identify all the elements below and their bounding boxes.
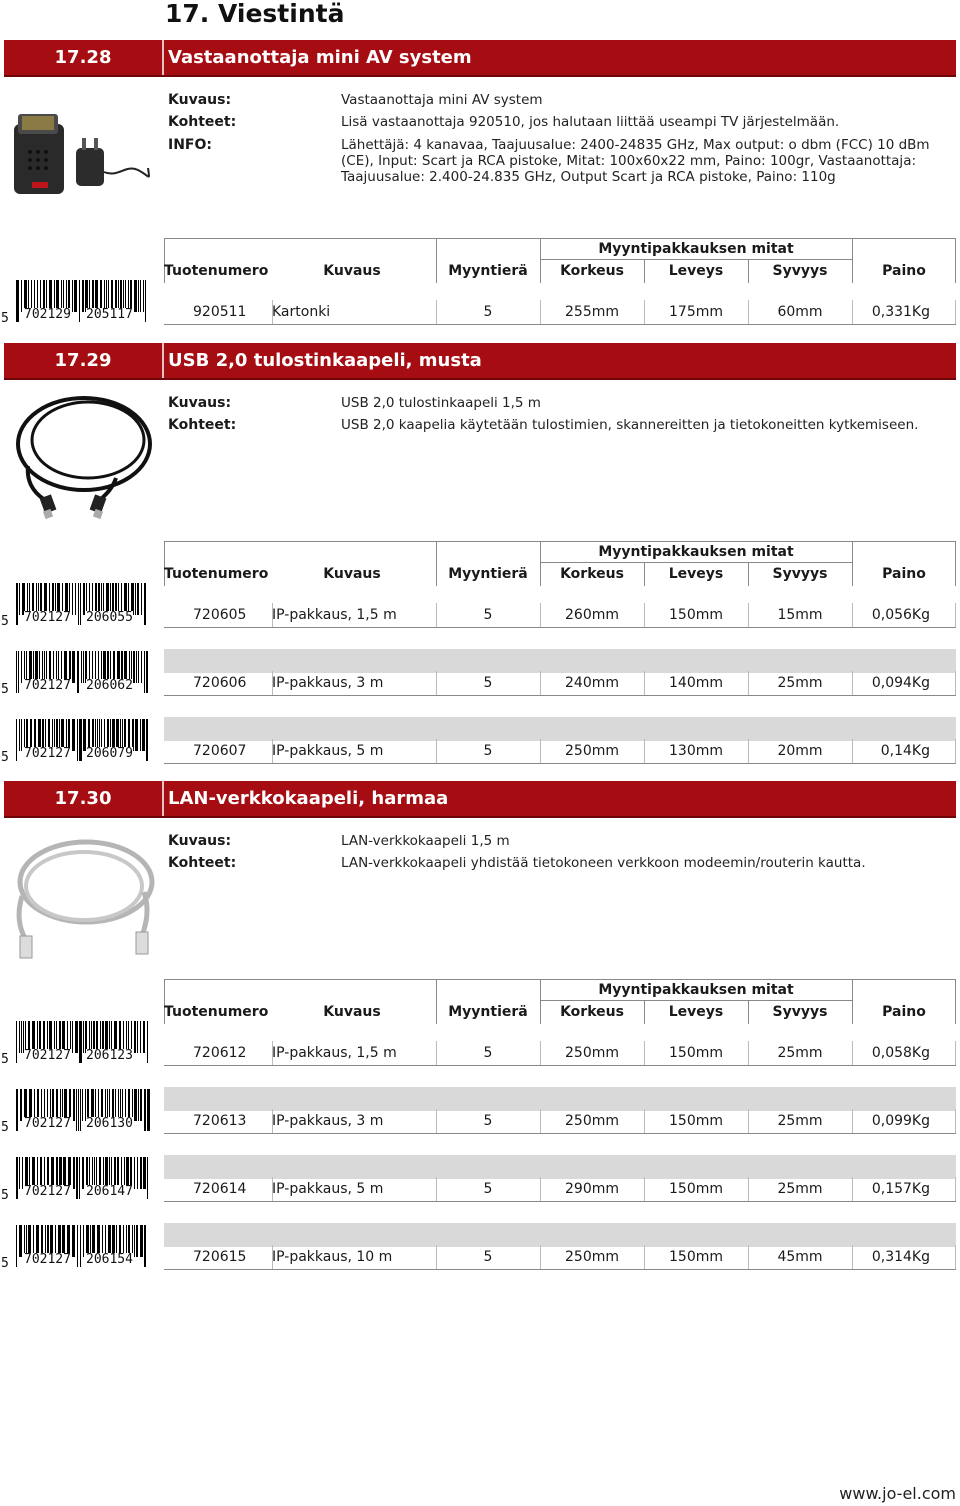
- barcode-digits: 5: [1, 1256, 9, 1271]
- lan-cable-image: [6, 826, 158, 966]
- cell-paino: 0,056Kg: [871, 607, 930, 623]
- kuvaus-label: Kuvaus:: [168, 395, 232, 411]
- barcode-bar: [16, 1157, 18, 1199]
- barcode-bar: [16, 1089, 18, 1131]
- barcode-bar: [137, 1021, 138, 1053]
- barcode-digits: 702127: [24, 1116, 71, 1131]
- barcode-bar: [75, 583, 76, 615]
- cell-tuotenumero: 720606: [193, 675, 247, 691]
- col-tuotenumero: Tuotenumero: [164, 566, 269, 582]
- row-shade: [164, 649, 956, 673]
- barcode: [0, 1019, 150, 1065]
- barcode-bar: [82, 1089, 83, 1121]
- barcode-bar: [83, 651, 84, 683]
- barcode-bar: [145, 280, 146, 322]
- barcode-bar: [77, 651, 79, 693]
- kohteet-text: USB 2,0 kaapelia käytetään tulostimien, skannereitten ja tietokoneitten kytkemiseen.: [341, 417, 919, 433]
- barcode-bar: [82, 1157, 84, 1189]
- barcode-bar: [135, 719, 138, 751]
- group-header: Myyntipakkauksen mitat: [598, 544, 794, 560]
- section-header: [4, 40, 956, 77]
- table-header: [164, 979, 956, 1023]
- barcode-bar: [140, 1021, 141, 1053]
- barcode-bar: [140, 719, 141, 751]
- barcode-bar: [19, 1225, 22, 1257]
- barcode-digits: 5: [1, 1120, 9, 1135]
- barcode-bar: [140, 1157, 142, 1189]
- cell-syvyys: 45mm: [777, 1249, 823, 1265]
- barcode-digits: 206123: [86, 1048, 133, 1063]
- cell-korkeus: 250mm: [565, 1249, 619, 1265]
- barcode-bar: [134, 280, 137, 312]
- barcode-bar: [83, 583, 85, 615]
- barcode-bar: [143, 280, 144, 312]
- kuvaus-text: USB 2,0 tulostinkaapeli 1,5 m: [341, 395, 541, 411]
- barcode-bar: [16, 280, 19, 322]
- barcode-bar: [134, 1089, 137, 1121]
- barcode-bar: [138, 651, 139, 683]
- section-number: 17.29: [4, 343, 164, 378]
- page-title: 17. Viestintä: [165, 0, 345, 28]
- kohteet-label: Kohteet:: [168, 114, 237, 130]
- cell-syvyys: 25mm: [777, 1181, 823, 1197]
- section-title: Vastaanottaja mini AV system: [168, 47, 472, 68]
- barcode-bar: [22, 1157, 23, 1189]
- barcode-bar: [73, 1157, 75, 1189]
- av-receiver-image: [8, 108, 158, 200]
- barcode-bar: [77, 719, 78, 761]
- cell-paino: 0,157Kg: [871, 1181, 930, 1197]
- barcode: [0, 1155, 150, 1201]
- cell-korkeus: 240mm: [565, 675, 619, 691]
- barcode-digits: 5: [1, 311, 9, 326]
- col-korkeus: Korkeus: [560, 263, 624, 279]
- barcode-bar: [143, 1157, 146, 1189]
- barcode-bar: [75, 1021, 78, 1053]
- barcode: [0, 278, 150, 324]
- col-kuvaus: Kuvaus: [323, 263, 381, 279]
- barcode-bar: [16, 719, 17, 761]
- cell-paino: 0,094Kg: [871, 675, 930, 691]
- section-header: [4, 781, 956, 818]
- col-leveys: Leveys: [668, 263, 724, 279]
- barcode: [0, 581, 150, 627]
- cell-kuvaus: IP-pakkaus, 5 m: [272, 743, 384, 759]
- col-leveys: Leveys: [668, 1004, 724, 1020]
- col-syvyys: Syvyys: [772, 1004, 828, 1020]
- barcode-bar: [138, 280, 139, 312]
- cell-tuotenumero: 720607: [193, 743, 247, 759]
- barcode-bar: [79, 719, 82, 761]
- cell-paino: 0,314Kg: [871, 1249, 930, 1265]
- barcode-bar: [147, 1021, 148, 1063]
- barcode-bar: [79, 280, 80, 322]
- cell-kuvaus: IP-pakkaus, 5 m: [272, 1181, 384, 1197]
- barcode-bar: [135, 583, 136, 615]
- barcode-digits: 206055: [86, 610, 133, 625]
- barcode-bar: [80, 1089, 81, 1131]
- barcode-digits: 205117: [86, 307, 133, 322]
- barcode-digits: 702127: [24, 1252, 71, 1267]
- cell-korkeus: 250mm: [565, 1113, 619, 1129]
- kuvaus-label: Kuvaus:: [168, 833, 232, 849]
- barcode-bar: [82, 280, 84, 312]
- cell-tuotenumero: 720612: [193, 1045, 247, 1061]
- cell-myyntiera: 5: [483, 607, 493, 623]
- barcode-bar: [78, 1089, 79, 1131]
- barcode-digits: 702127: [24, 678, 71, 693]
- barcode-bar: [81, 651, 82, 683]
- col-tuotenumero: Tuotenumero: [164, 263, 269, 279]
- section-number: 17.30: [4, 781, 164, 816]
- barcode: [0, 649, 150, 695]
- barcode-digits: 702129: [24, 307, 71, 322]
- cell-kuvaus: Kartonki: [272, 304, 331, 320]
- barcode-bar: [16, 1021, 17, 1063]
- usb-cable-image: [8, 386, 158, 526]
- barcode-bar: [79, 1157, 80, 1199]
- group-header: Myyntipakkauksen mitat: [598, 241, 794, 257]
- col-syvyys: Syvyys: [772, 263, 828, 279]
- barcode: [0, 1087, 150, 1133]
- cell-leveys: 150mm: [669, 1113, 723, 1129]
- barcode-bar: [144, 583, 146, 625]
- barcode-bar: [72, 280, 73, 312]
- section-title: USB 2,0 tulostinkaapeli, musta: [168, 350, 482, 371]
- cell-leveys: 130mm: [669, 743, 723, 759]
- barcode-bar: [134, 1225, 135, 1257]
- table-row: [0, 651, 960, 697]
- col-paino: Paino: [882, 1004, 926, 1020]
- section-header: [4, 343, 956, 380]
- col-tuotenumero: Tuotenumero: [164, 1004, 269, 1020]
- barcode: [0, 1223, 150, 1269]
- barcode-bar: [19, 583, 20, 615]
- group-header: Myyntipakkauksen mitat: [598, 982, 794, 998]
- barcode-bar: [72, 651, 75, 683]
- barcode-bar: [19, 1157, 20, 1189]
- barcode-digits: 206154: [86, 1252, 133, 1267]
- barcode-digits: 702127: [24, 610, 71, 625]
- cell-korkeus: 250mm: [565, 743, 619, 759]
- row-shade: [164, 1155, 956, 1179]
- barcode-bar: [144, 1089, 146, 1131]
- table-header: [164, 238, 956, 282]
- barcode-bar: [137, 583, 139, 615]
- barcode-bar: [140, 280, 141, 312]
- barcode-bar: [19, 719, 20, 751]
- barcode-bar: [143, 1021, 145, 1053]
- col-syvyys: Syvyys: [772, 566, 828, 582]
- barcode-bar: [76, 1089, 77, 1131]
- cell-tuotenumero: 720614: [193, 1181, 247, 1197]
- cell-myyntiera: 5: [483, 743, 493, 759]
- cell-tuotenumero: 720613: [193, 1113, 247, 1129]
- barcode: [0, 717, 150, 763]
- cell-syvyys: 25mm: [777, 1113, 823, 1129]
- barcode-bar: [76, 1157, 78, 1199]
- col-korkeus: Korkeus: [560, 1004, 624, 1020]
- cell-leveys: 150mm: [669, 1045, 723, 1061]
- barcode-bar: [146, 651, 148, 693]
- col-leveys: Leveys: [668, 566, 724, 582]
- barcode-digits: 5: [1, 750, 9, 765]
- cell-syvyys: 60mm: [777, 304, 823, 320]
- barcode-bar: [134, 1157, 135, 1189]
- col-paino: Paino: [882, 566, 926, 582]
- cell-myyntiera: 5: [483, 1045, 493, 1061]
- barcode-bar: [142, 719, 145, 751]
- table-row: [0, 280, 960, 326]
- barcode-bar: [72, 1225, 75, 1257]
- col-myyntiera: Myyntierä: [448, 263, 528, 279]
- barcode-digits: 206130: [86, 1116, 133, 1131]
- kohteet-label: Kohteet:: [168, 417, 237, 433]
- barcode-bar: [136, 1225, 138, 1257]
- barcode-bar: [147, 1157, 148, 1199]
- cell-kuvaus: IP-pakkaus, 3 m: [272, 675, 384, 691]
- barcode-bar: [21, 1021, 22, 1053]
- table-row: [0, 1089, 960, 1135]
- barcode-bar: [16, 583, 18, 625]
- cell-paino: 0,14Kg: [880, 743, 930, 759]
- cell-korkeus: 260mm: [565, 607, 619, 623]
- barcode-bar: [134, 1021, 136, 1053]
- cell-myyntiera: 5: [483, 1181, 493, 1197]
- barcode-bar: [77, 1225, 78, 1267]
- barcode-bar: [147, 1089, 150, 1131]
- barcode-bar: [72, 719, 75, 751]
- cell-syvyys: 25mm: [777, 675, 823, 691]
- col-paino: Paino: [882, 263, 926, 279]
- info-text: Lähettäjä: 4 kanavaa, Taajuusalue: 2400-24835 GHz, Max output: o dbm (FCC) 10 dBm (CE), Input: Scart ja RCA pistoke, Mitat: 100x60x22 mm, Paino: 100gr, Vastaanottaja: Taajuusalue: 2.400-24.835 GHz, Output Scart ja RCA pistoke, Paino: 110g: [341, 137, 930, 185]
- kuvaus-text: Vastaanottaja mini AV system: [341, 92, 543, 108]
- cell-tuotenumero: 720605: [193, 607, 247, 623]
- cell-syvyys: 15mm: [777, 607, 823, 623]
- table-header: [164, 541, 956, 585]
- cell-paino: 0,058Kg: [871, 1045, 930, 1061]
- barcode-digits: 702127: [24, 1048, 71, 1063]
- cell-paino: 0,099Kg: [871, 1113, 930, 1129]
- row-shade: [164, 1223, 956, 1247]
- barcode-digits: 206079: [86, 746, 133, 761]
- cell-leveys: 175mm: [669, 304, 723, 320]
- col-kuvaus: Kuvaus: [323, 1004, 381, 1020]
- cell-leveys: 150mm: [669, 1249, 723, 1265]
- cell-kuvaus: IP-pakkaus, 10 m: [272, 1249, 393, 1265]
- table-row: [0, 583, 960, 629]
- cell-syvyys: 25mm: [777, 1045, 823, 1061]
- barcode-bar: [80, 1225, 81, 1267]
- section-title: LAN-verkkokaapeli, harmaa: [168, 788, 449, 809]
- cell-syvyys: 20mm: [777, 743, 823, 759]
- barcode-bar: [146, 719, 148, 761]
- barcode-digits: 206062: [86, 678, 133, 693]
- kuvaus-text: LAN-verkkokaapeli 1,5 m: [341, 833, 510, 849]
- barcode-digits: 5: [1, 1052, 9, 1067]
- row-shade: [164, 717, 956, 741]
- barcode-bar: [74, 280, 77, 312]
- kohteet-label: Kohteet:: [168, 855, 237, 871]
- barcode-bar: [21, 280, 22, 312]
- cell-korkeus: 255mm: [565, 304, 619, 320]
- barcode-bar: [138, 1089, 139, 1121]
- cell-kuvaus: IP-pakkaus, 1,5 m: [272, 607, 397, 623]
- info-label: INFO:: [168, 137, 212, 153]
- section-number: 17.28: [4, 40, 164, 75]
- barcode-bar: [73, 1089, 75, 1121]
- barcode-bar: [83, 1225, 84, 1257]
- barcode-bar: [21, 651, 22, 683]
- barcode-bar: [16, 651, 17, 693]
- col-myyntiera: Myyntierä: [448, 566, 528, 582]
- cell-myyntiera: 5: [483, 304, 493, 320]
- barcode-bar: [21, 719, 22, 751]
- barcode-digits: 206147: [86, 1184, 133, 1199]
- barcode-bar: [72, 1021, 73, 1053]
- barcode-bar: [72, 583, 73, 615]
- cell-myyntiera: 5: [483, 1113, 493, 1129]
- barcode-digits: 5: [1, 682, 9, 697]
- barcode-bar: [144, 651, 145, 693]
- barcode-bar: [140, 1089, 142, 1121]
- barcode-bar: [16, 1225, 17, 1267]
- cell-leveys: 150mm: [669, 1181, 723, 1197]
- cell-tuotenumero: 920511: [193, 304, 247, 320]
- col-myyntiera: Myyntierä: [448, 1004, 528, 1020]
- barcode-bar: [136, 651, 137, 683]
- table-row: [0, 1157, 960, 1203]
- cell-kuvaus: IP-pakkaus, 3 m: [272, 1113, 384, 1129]
- cell-paino: 0,331Kg: [871, 304, 930, 320]
- barcode-bar: [80, 583, 81, 625]
- kohteet-text: Lisä vastaanottaja 920510, jos halutaan liittää useampi TV järjestelmään.: [341, 114, 840, 130]
- barcode-bar: [141, 651, 142, 683]
- footer-url[interactable]: www.jo-el.com: [839, 1484, 956, 1503]
- barcode-bar: [78, 583, 79, 625]
- barcode-bar: [20, 1089, 22, 1121]
- barcode-digits: 5: [1, 614, 9, 629]
- cell-myyntiera: 5: [483, 1249, 493, 1265]
- barcode-bar: [79, 1021, 82, 1063]
- cell-kuvaus: IP-pakkaus, 1,5 m: [272, 1045, 397, 1061]
- barcode-digits: 5: [1, 1188, 9, 1203]
- table-row: [0, 1225, 960, 1271]
- cell-korkeus: 250mm: [565, 1045, 619, 1061]
- barcode-digits: 702127: [24, 746, 71, 761]
- col-korkeus: Korkeus: [560, 566, 624, 582]
- cell-myyntiera: 5: [483, 675, 493, 691]
- cell-leveys: 140mm: [669, 675, 723, 691]
- table-row: [0, 1021, 960, 1067]
- cell-tuotenumero: 720615: [193, 1249, 247, 1265]
- barcode-bar: [141, 583, 142, 615]
- kuvaus-label: Kuvaus:: [168, 92, 232, 108]
- row-shade: [164, 1087, 956, 1111]
- cell-leveys: 150mm: [669, 607, 723, 623]
- barcode-bar: [133, 651, 135, 683]
- barcode-bar: [140, 1225, 143, 1257]
- table-row: [0, 719, 960, 765]
- barcode-bar: [18, 651, 19, 693]
- barcode-bar: [19, 1021, 20, 1053]
- barcode-bar: [144, 1225, 146, 1267]
- barcode-bar: [83, 1021, 84, 1053]
- barcode-bar: [137, 1157, 138, 1189]
- kohteet-text: LAN-verkkokaapeli yhdistää tietokoneen verkkoon modeemin/routerin kautta.: [341, 855, 866, 871]
- barcode-digits: 702127: [24, 1184, 71, 1199]
- col-kuvaus: Kuvaus: [323, 566, 381, 582]
- cell-korkeus: 290mm: [565, 1181, 619, 1197]
